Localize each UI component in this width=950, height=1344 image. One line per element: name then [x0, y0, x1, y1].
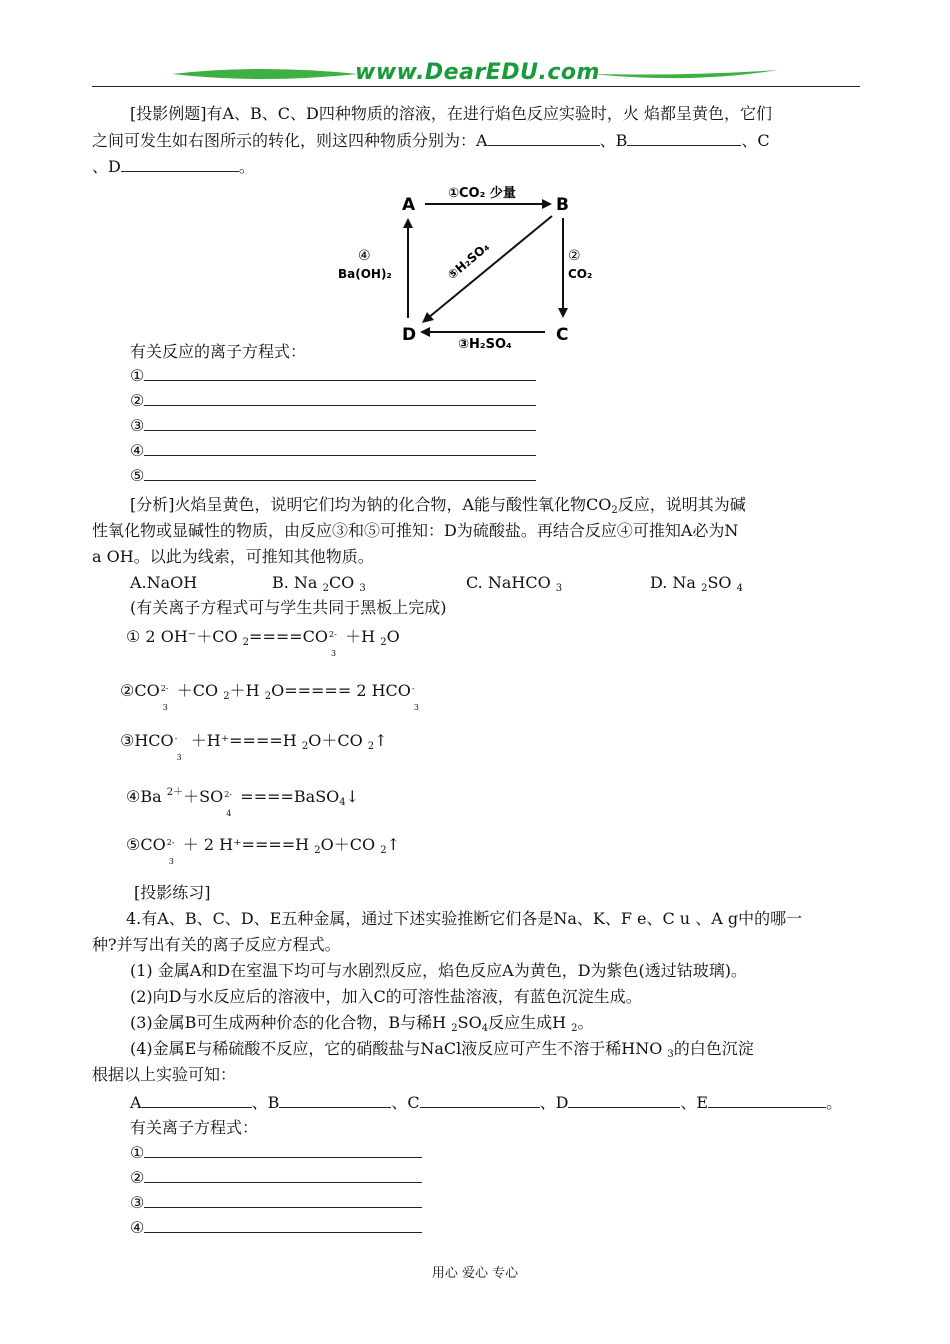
practice-q-line-1: 4.有A、B、C、D、E五种金属，通过下述实验推断它们各是Na、K、F e、C u 、A g中的哪一 — [126, 909, 803, 928]
answer-blank-row — [130, 1191, 422, 1214]
clue-1: (1) 金属A和D在室温下均可与水剧烈反应，焰色反应A为黄色，D为紫色(透过钴玻璃)。 — [130, 961, 748, 980]
header-rule — [92, 86, 860, 87]
practice-q-line-2: 种?并写出有关的离子反应方程式。 — [92, 935, 341, 954]
analysis-line-1: [分析]火焰呈黄色，说明它们均为钠的化合物，A能与酸性氧化物$CO_2$反应，说明其为碱 — [130, 495, 746, 516]
equation-3: ③HCO - 3 ＋H⁺====H $_2$O＋CO $_2$↑ — [120, 731, 388, 762]
header-swoosh-right — [590, 62, 780, 84]
label-r2: CO₂ — [568, 267, 593, 281]
ionic-header: 有关反应的离子方程式： — [130, 342, 307, 361]
node-D: D — [402, 325, 417, 345]
example-line-1: [投影例题]有A、B、C、D四种物质的溶液，在进行焰色反应实验时，火 焰都呈黄色，它们 — [130, 104, 772, 123]
blank-number: ① — [130, 1143, 145, 1162]
practice-title: [投影练习] — [134, 883, 211, 902]
analysis-line-3: a OH。以此为线索，可推知其他物质。 — [92, 547, 374, 566]
answer-blank-row — [130, 364, 536, 387]
node-C: C — [556, 325, 569, 345]
answer-blank-row — [130, 1166, 422, 1189]
blank-underline — [144, 1216, 422, 1233]
answer-D: D. Na $_2$SO $_4$ — [650, 573, 743, 594]
blank-underline — [144, 414, 536, 431]
answer-blank-row — [130, 414, 536, 437]
answer-blank-row — [130, 464, 536, 487]
answer-B: B. Na $_2$CO $_3$ — [272, 573, 366, 594]
practice-answer-line: A 、B 、C 、D 、E 。 — [130, 1093, 843, 1112]
example-line-2: 之间可发生如右图所示的转化，则这四种物质分别为：A 、B 、C — [92, 131, 770, 150]
clue-conclusion: 根据以上实验可知： — [92, 1065, 237, 1084]
equation-1: ① 2 OH⁻＋CO $_2$====CO 2- 3 ＋H $_2$O — [126, 627, 400, 658]
blank-underline — [144, 364, 536, 381]
analysis-line-2: 性氧化物或显碱性的物质，由反应③和⑤可推知：D为硫酸盐。再结合反应④可推知A必为N — [92, 521, 739, 540]
blank-underline — [144, 464, 536, 481]
answer-blank-row — [130, 439, 536, 462]
answer-blank-row — [130, 389, 536, 412]
clue-3: (3)金属B可生成两种价态的化合物，B与稀H $_2SO_4$反应生成H $_2$。 — [130, 1013, 594, 1034]
equation-5: ⑤CO 2- 3 ＋ 2 H⁺====H $_2$O＋CO $_2$↑ — [126, 835, 400, 866]
label-r3: ③H₂SO₄ — [458, 337, 512, 348]
clue-2: (2)向D与水反应后的溶液中，加入C的可溶性盐溶液，有蓝色沉淀生成。 — [130, 987, 642, 1006]
footer: 用心 爱心 专心 — [431, 1266, 519, 1281]
example-line-3: 、D 。 — [92, 157, 255, 176]
site-logo: www.DearEDU.com — [355, 60, 600, 85]
label-r4: Ba(OH)₂ — [338, 267, 392, 281]
label-r5: ⑤H₂SO₄ — [444, 239, 492, 283]
header-swoosh-left — [170, 62, 360, 84]
blank-underline — [144, 389, 536, 406]
reaction-diagram — [330, 180, 610, 348]
node-A: A — [402, 195, 416, 215]
equation-4: ④Ba $^{2+}$＋SO 2- 4 ====BaSO$_4$↓ — [126, 787, 360, 818]
answer-blank-row — [130, 1141, 422, 1164]
label-r2-num: ② — [568, 248, 581, 264]
node-B: B — [556, 195, 569, 215]
blank-number: ③ — [130, 416, 145, 435]
blank-number: ④ — [130, 1218, 145, 1237]
blank-underline — [144, 1191, 422, 1208]
blank-underline — [144, 1166, 422, 1183]
note: (有关离子方程式可与学生共同于黑板上完成) — [130, 598, 447, 617]
blank-number: ③ — [130, 1193, 145, 1212]
clue-4: (4)金属E与稀硫酸不反应，它的硝酸盐与NaCl液反应可产生不溶于稀HNO $_3$的白色沉淀 — [130, 1039, 754, 1060]
label-r4-num: ④ — [358, 248, 371, 264]
blank-number: ② — [130, 391, 145, 410]
answer-C: C. NaHCO $_3$ — [466, 573, 563, 594]
blank-number: ⑤ — [130, 466, 145, 485]
blank-number: ④ — [130, 441, 145, 460]
blank-number: ② — [130, 1168, 145, 1187]
answer-A: A.NaOH — [130, 573, 198, 592]
answer-blank-row — [130, 1216, 422, 1239]
blank-number: ① — [130, 366, 145, 385]
label-r1: ①CO₂ 少量 — [448, 186, 516, 201]
blank-underline — [144, 1141, 422, 1158]
practice-ionic-header: 有关离子方程式： — [130, 1118, 259, 1137]
blank-underline — [144, 439, 536, 456]
equation-2: ②CO 2- 3 ＋CO $_2$＋H $_2$O===== 2 HCO - 3 — [120, 681, 419, 712]
